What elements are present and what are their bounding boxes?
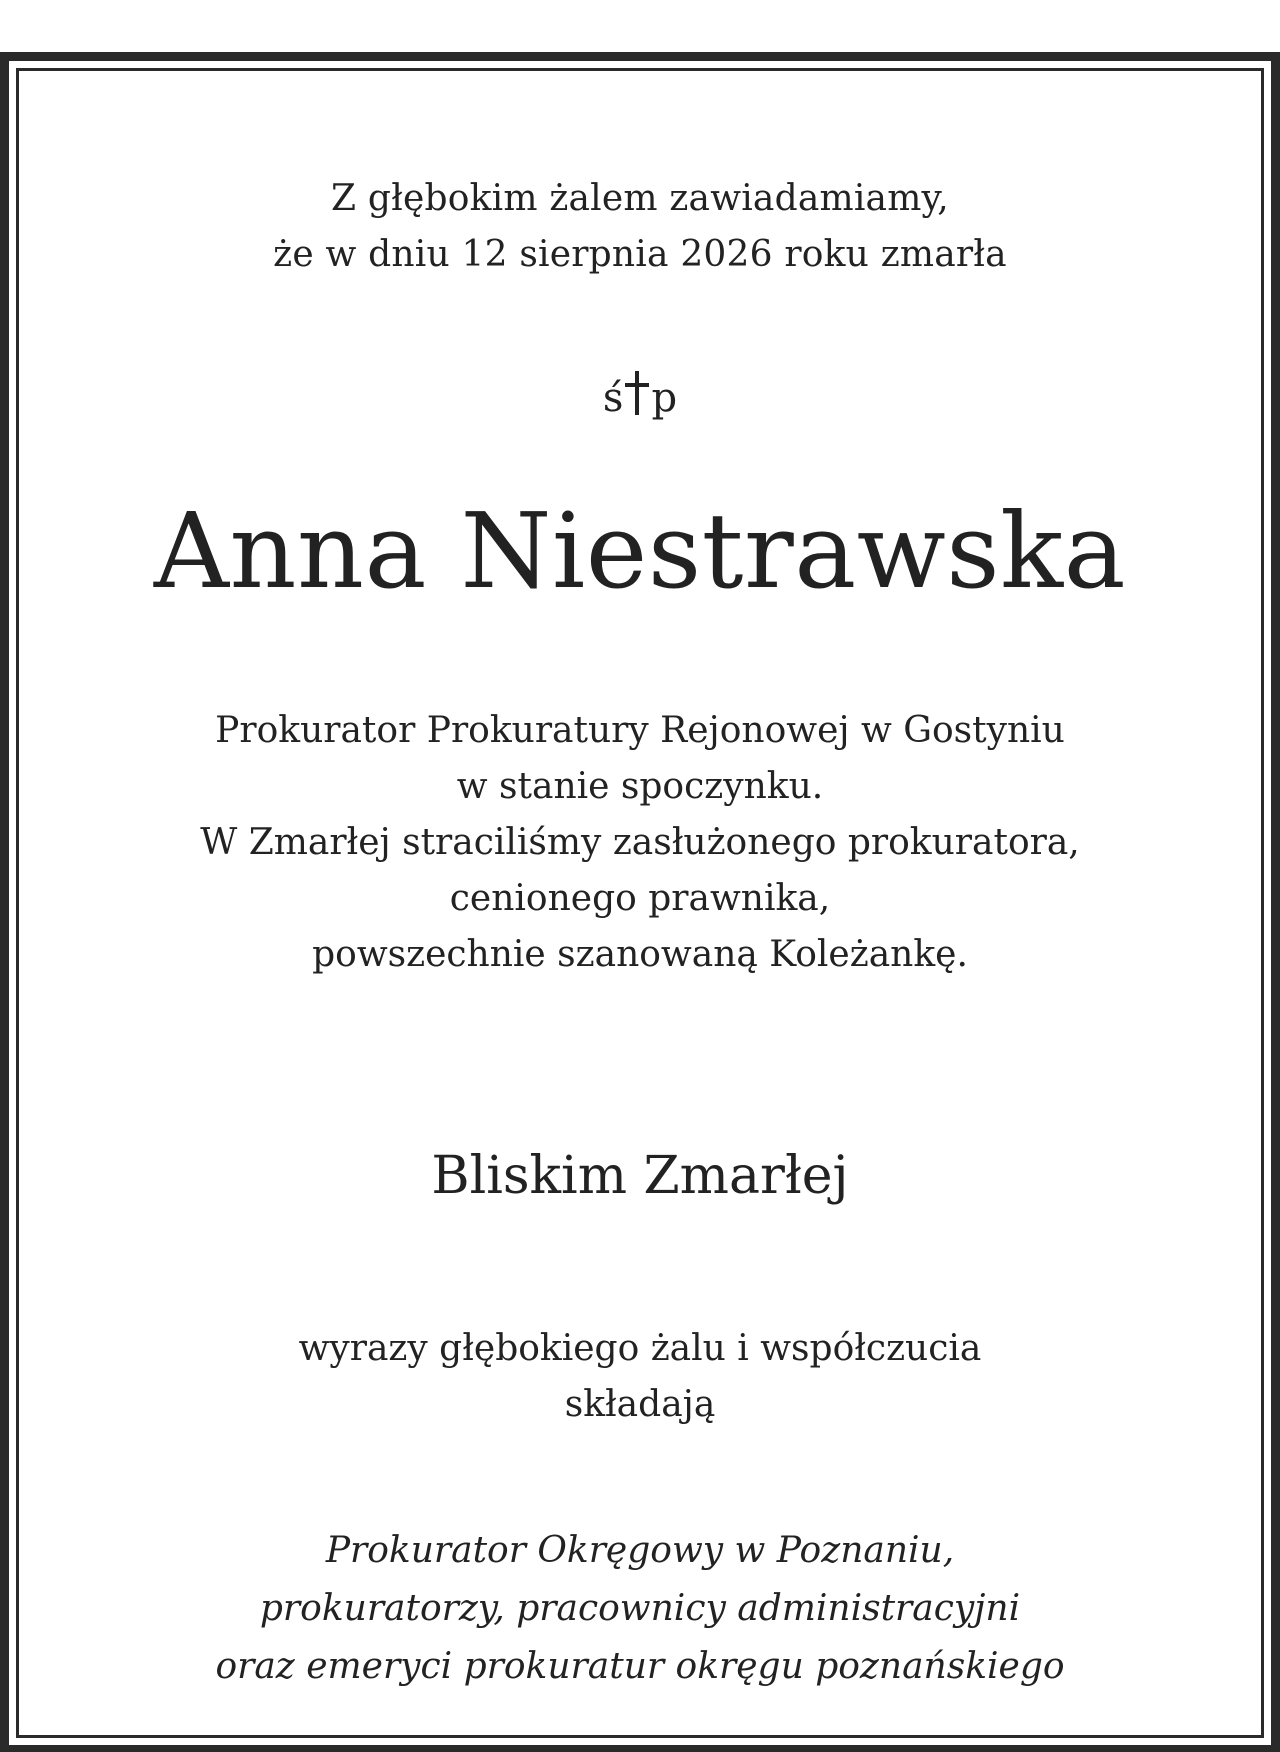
description-line: cenionego prawnika,: [449, 878, 831, 919]
stp-abbreviation: [19, 371, 1261, 423]
description-text: [19, 703, 1261, 983]
condolences-text: [19, 1321, 1261, 1433]
relatives-heading: Bliskim Zmarłej: [431, 1146, 849, 1206]
condolences-line: wyrazy głębokiego żalu i współczucia: [298, 1328, 982, 1369]
signatories-text: [19, 1522, 1261, 1696]
stp-suffix: p: [651, 375, 678, 421]
description-line: Prokurator Prokuratury Rejonowej w Gostyniu: [215, 710, 1065, 751]
intro-line: że w dniu 12 sierpnia 2026 roku zmarła: [273, 234, 1007, 275]
intro-line: Z głębokim żalem zawiadamiamy,: [331, 178, 949, 219]
condolences-line: składają: [564, 1384, 716, 1425]
deceased-name: Anna Niestrawska: [153, 490, 1127, 612]
stp-prefix: ś: [602, 375, 624, 421]
signatory-line: Prokurator Okręgowy w Poznaniu,: [325, 1530, 955, 1571]
signatory-line: oraz emeryci prokuratur okręgu poznańskiego: [215, 1646, 1065, 1687]
outer-border: [0, 52, 1280, 1752]
description-line: powszechnie szanowaną Koleżankę.: [312, 934, 968, 975]
cross-icon: [625, 371, 649, 417]
signatory-line: prokuratorzy, pracownicy administracyjni: [259, 1588, 1021, 1629]
intro-text: [19, 171, 1261, 283]
description-line: W Zmarłej straciliśmy zasłużonego prokuratora,: [200, 822, 1080, 863]
inner-border: [16, 68, 1264, 1738]
description-line: w stanie spoczynku.: [456, 766, 824, 807]
